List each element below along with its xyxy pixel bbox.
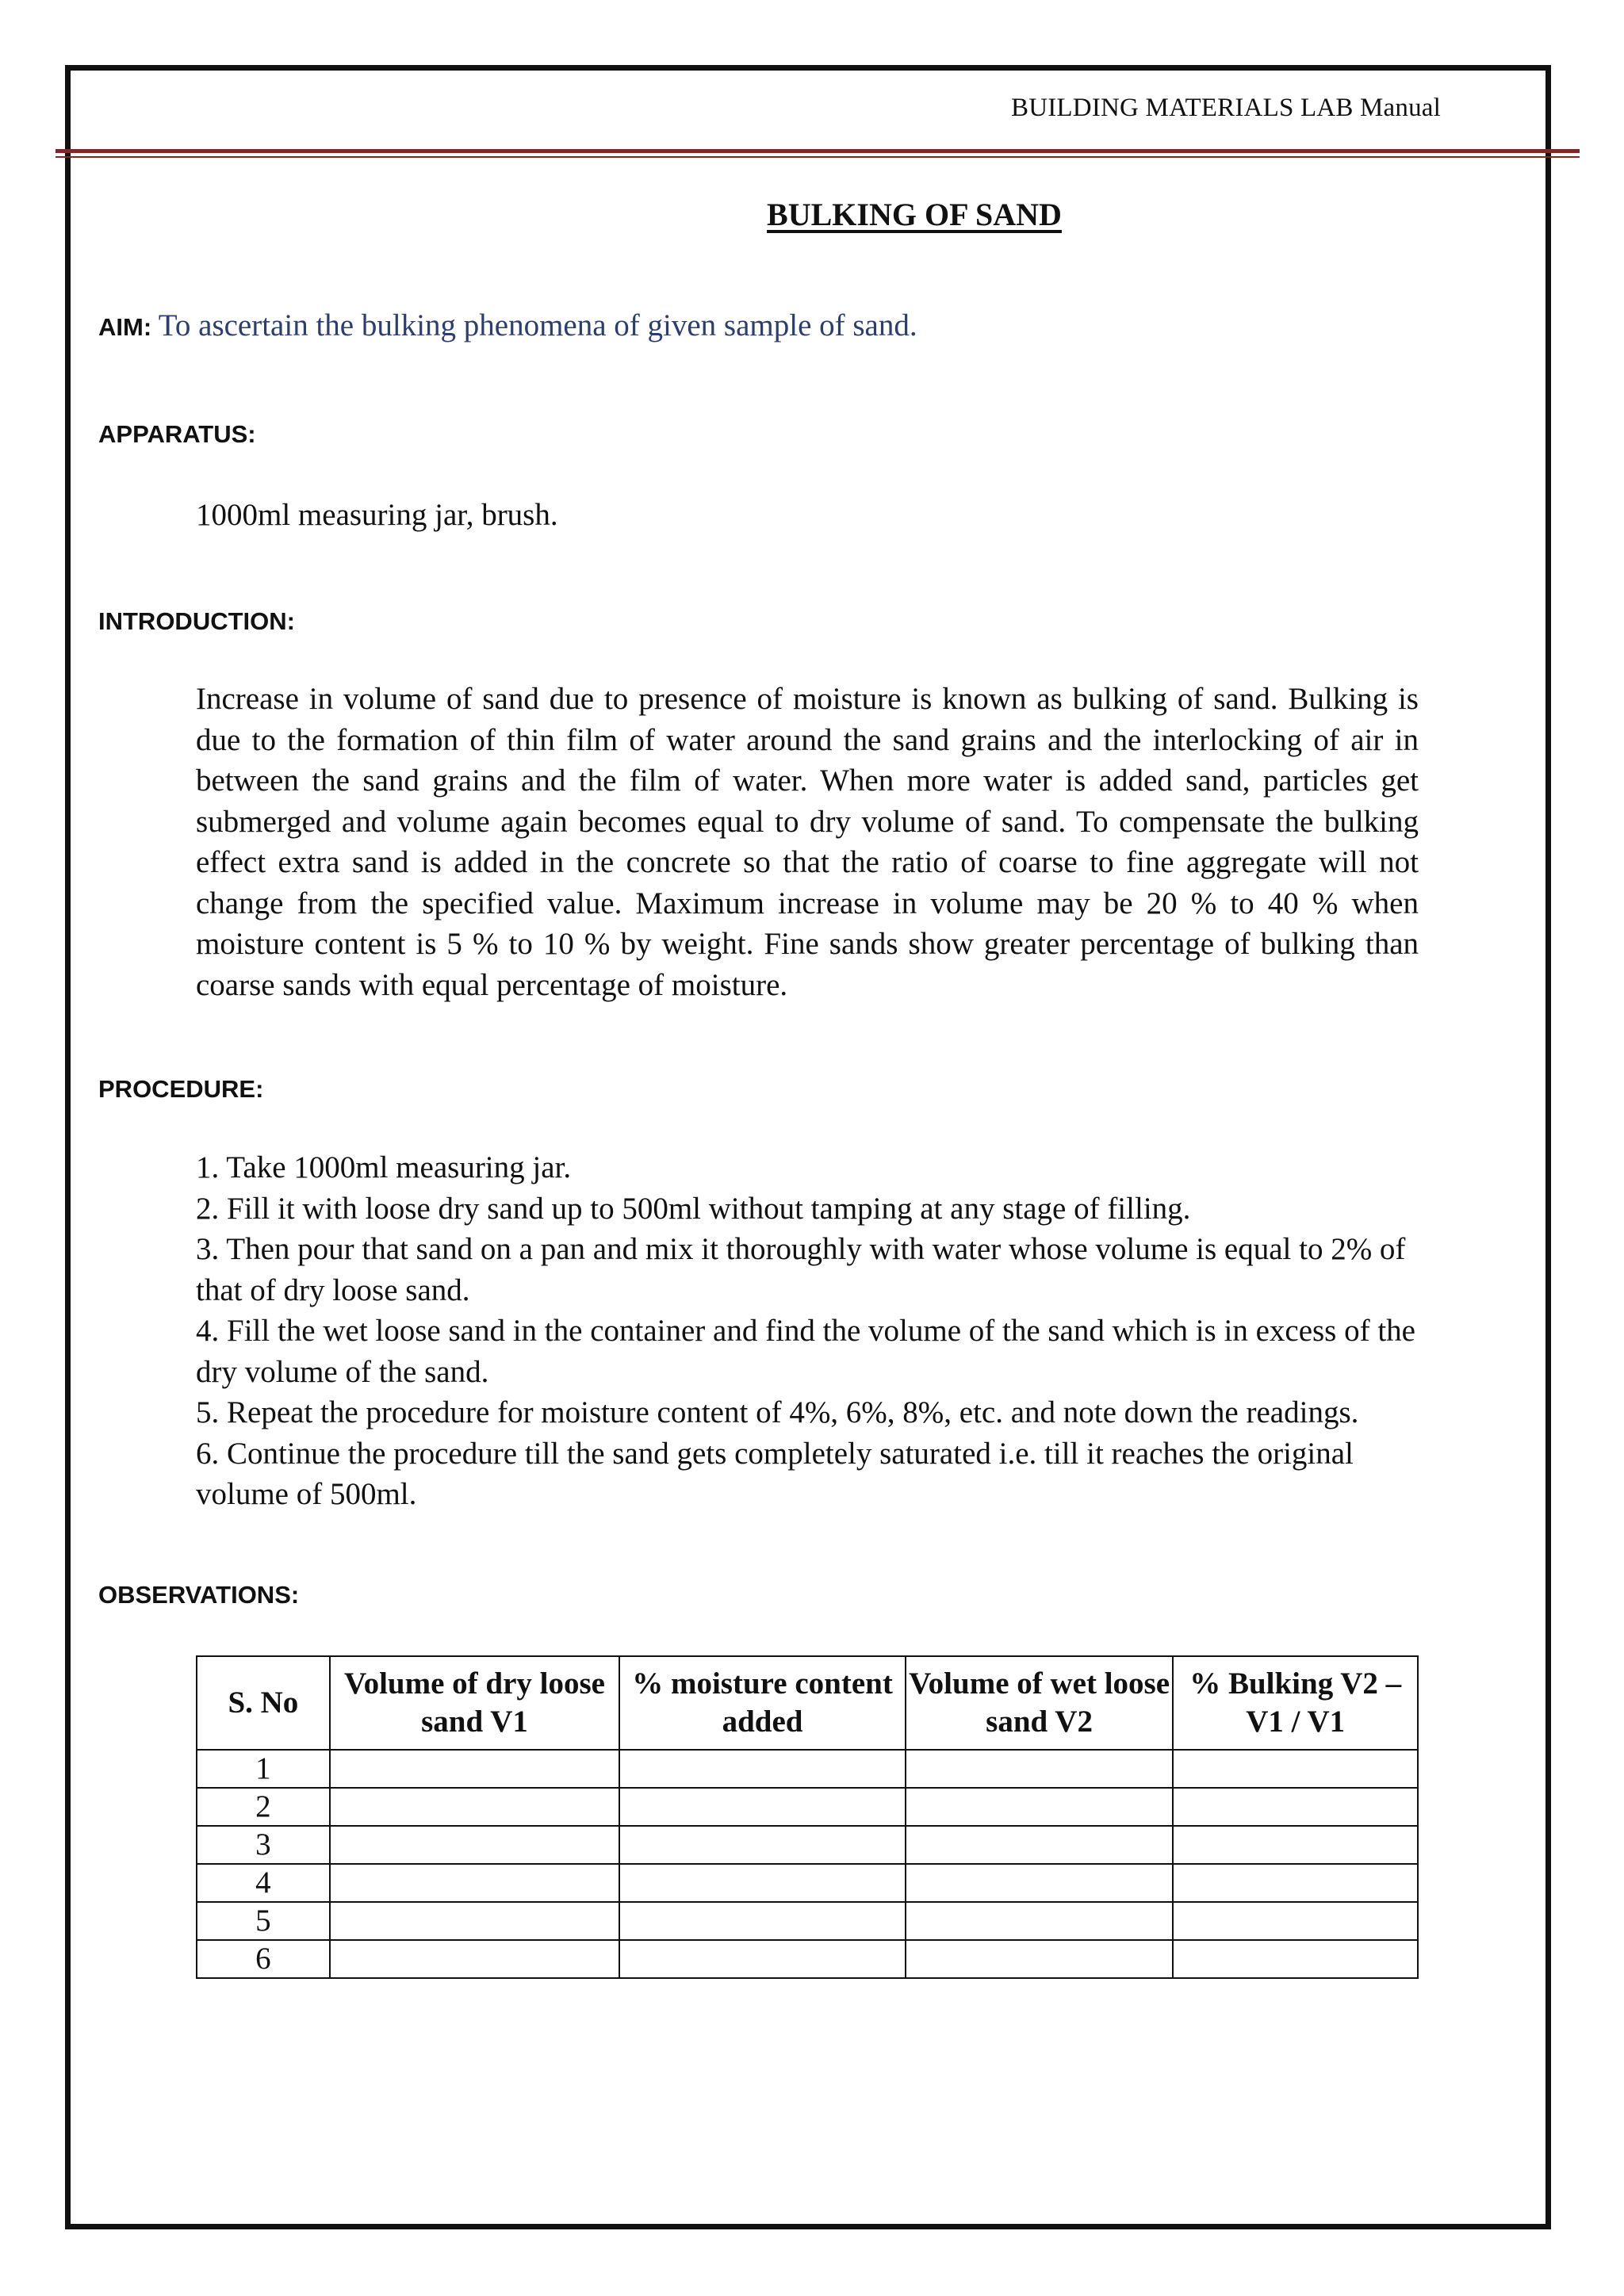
table-cell [330,1826,620,1864]
table-cell [906,1788,1174,1826]
table-row [197,1940,1418,1978]
column-header-dry-volume: Volume of dry loose sand V1 [330,1656,620,1750]
row-number: 1 [197,1750,330,1788]
procedure-step: 4. Fill the wet loose sand in the container and find the volume of the sand which is in excess of the dry volume of the sand. [196,1314,1415,1389]
table-cell [619,1864,906,1902]
row-number: 3 [197,1826,330,1864]
apparatus-text: 1000ml measuring jar, brush. [196,498,558,532]
observations-table [196,1655,1419,1979]
row-number: 4 [197,1864,330,1902]
table-row [197,1902,1418,1940]
table-cell [906,1826,1174,1864]
table-cell [619,1940,906,1978]
aim-text: To ascertain the bulking phenomena of given sample of sand. [158,308,917,342]
table-cell [1173,1940,1418,1978]
table-cell [906,1902,1174,1940]
header-rule-thin [56,156,1580,158]
table-cell [1173,1826,1418,1864]
procedure-step: 1. Take 1000ml measuring jar. [196,1150,572,1184]
column-header-bulking: % Bulking V2 – V1 / V1 [1173,1656,1418,1750]
table-cell [906,1940,1174,1978]
table-cell [619,1788,906,1826]
aim-label: AIM: [98,313,152,341]
table-cell [619,1826,906,1864]
procedure-step: 6. Continue the procedure till the sand gets completely saturated i.e. till it reaches the original volume of 500ml. [196,1436,1354,1511]
column-header-moisture: % moisture content added [619,1656,906,1750]
row-number: 6 [197,1940,330,1978]
page-title [0,196,1624,233]
table-cell [619,1902,906,1940]
table-cell [1173,1902,1418,1940]
table-row [197,1864,1418,1902]
table-cell [330,1788,620,1826]
row-number: 5 [197,1902,330,1940]
table-cell [906,1750,1174,1788]
table-cell [619,1750,906,1788]
page-title-text: BULKING OF SAND [767,197,1062,232]
table-row [197,1788,1418,1826]
header-rule [56,149,1580,153]
procedure-label: PROCEDURE: [98,1075,264,1103]
row-number: 2 [197,1788,330,1826]
introduction-label: INTRODUCTION: [98,607,295,635]
running-header: BUILDING MATERIALS LAB Manual [1011,94,1442,122]
procedure-list [196,1147,1419,1515]
column-header-sno: S. No [197,1656,330,1750]
table-row [197,1750,1418,1788]
table-row [197,1826,1418,1864]
table-cell [330,1902,620,1940]
table-cell [1173,1788,1418,1826]
table-cell [330,1940,620,1978]
table-cell [906,1864,1174,1902]
table-cell [1173,1864,1418,1902]
table-cell [330,1750,620,1788]
observations-label: OBSERVATIONS: [98,1581,300,1609]
introduction-text: Increase in volume of sand due to presence of moisture is known as bulking of sand. Bulking is due to the formation of thin film of water around the sand grains and the interlocking of air in between the sand grains and the film of water. When more water is added sand, particles get submerged and volume again becomes equal to dry volume of sand. To compensate the bulking effect extra sand is added in the concrete so that the ratio of coarse to fine aggregate will not change from the specified value. Maximum increase in volume may be 20 % to 40 % when moisture content is 5 % to 10 % by weight. Fine sands show greater percentage of bulking than coarse sands with equal percentage of moisture. [196,682,1419,1002]
procedure-step: 3. Then pour that sand on a pan and mix it thoroughly with water whose volume is equal to 2% of that of dry loose sand. [196,1232,1406,1307]
apparatus-label: APPARATUS: [98,420,256,448]
table-cell [330,1864,620,1902]
column-header-wet-volume: Volume of wet loose sand V2 [906,1656,1174,1750]
procedure-step: 5. Repeat the procedure for moisture content of 4%, 6%, 8%, etc. and note down the readings. [196,1395,1359,1429]
table-header-row [197,1656,1418,1750]
procedure-step: 2. Fill it with loose dry sand up to 500ml without tamping at any stage of filling. [196,1191,1191,1226]
aim-section [98,308,917,343]
table-cell [1173,1750,1418,1788]
